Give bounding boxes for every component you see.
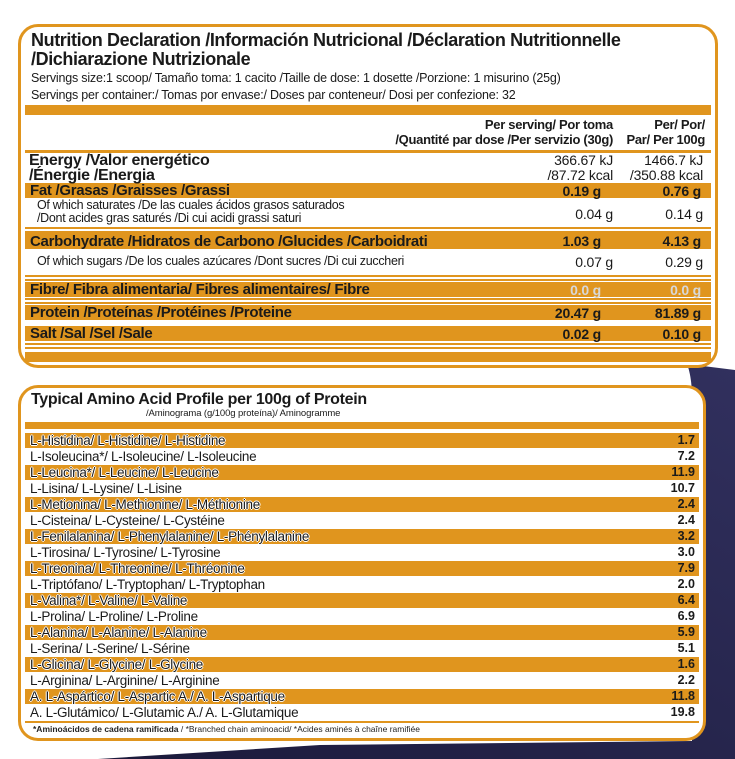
- serving-size-line: Servings size:1 scoop/ Tamaño toma: 1 cacito /Taille de dose: 1 dosette /Porzione: 1 misurino (25g): [31, 71, 561, 85]
- saturates-per-serving: 0.04 g: [575, 206, 613, 222]
- amino-label: L-Isoleucina*/ L-Isoleucine/ L-Isoleucine: [30, 448, 257, 464]
- row-fibre: [25, 282, 711, 297]
- amino-value: 10.7: [670, 481, 695, 496]
- amino-row: [25, 673, 699, 688]
- amino-row: [25, 577, 699, 592]
- amino-row: [25, 641, 699, 656]
- amino-label: L-Valina*/ L-Valine/ L-Valine: [30, 592, 188, 608]
- sugars-per-100g: 0.29 g: [665, 253, 703, 270]
- protein-per-100g: 81.89 g: [654, 304, 701, 321]
- protein-per-serving: 20.47 g: [554, 304, 601, 321]
- amino-row: [25, 593, 699, 608]
- amino-value: 1.7: [677, 433, 695, 448]
- amino-value: 6.4: [677, 593, 695, 608]
- branched-chain-footnote: [33, 725, 703, 734]
- amino-label: L-Triptófano/ L-Tryptophan/ L-Tryptophan: [30, 576, 265, 592]
- amino-value: 11.9: [671, 465, 695, 480]
- amino-row: [25, 497, 699, 512]
- amino-value: 3.2: [677, 529, 695, 544]
- amino-row: [25, 465, 699, 480]
- amino-row: [25, 609, 699, 624]
- carbohydrate-label: Carbohydrate /Hidratos de Carbono /Glucides /Carboidrati: [30, 232, 428, 250]
- amino-value: 2.4: [677, 497, 695, 512]
- panel-title-line2: /Dichiarazione Nutrizionale: [31, 49, 251, 69]
- row-sugars: [21, 250, 715, 273]
- energy-per-serving: 366.67 kJ /87.72 kcal: [547, 151, 613, 183]
- amino-row: [25, 449, 699, 464]
- column-header-per-serving: Per serving/ Por toma /Quantité par dose /Per servizio (30g): [395, 117, 613, 147]
- salt-label: Salt /Sal /Sel /Sale: [30, 325, 153, 342]
- row-fat: [25, 183, 711, 198]
- amino-label: L-Histidina/ L-Histidine/ L-Histidine: [30, 432, 226, 448]
- fibre-per-serving: 0.0 g: [570, 281, 601, 298]
- row-saturates: [21, 199, 715, 224]
- row-carbohydrate: [25, 233, 711, 249]
- nutrition-declaration-panel: [18, 24, 718, 368]
- amino-row: [25, 545, 699, 560]
- carbohydrate-per-serving: 1.03 g: [562, 233, 601, 249]
- separator-line: [25, 343, 711, 349]
- salt-per-serving: 0.02 g: [562, 325, 601, 342]
- amino-value: 11.8: [671, 689, 695, 704]
- divider-bar-top: [25, 105, 711, 115]
- separator-line: [25, 721, 699, 723]
- row-salt: [25, 326, 711, 341]
- sugars-per-serving: 0.07 g: [575, 253, 613, 270]
- amino-row: [25, 625, 699, 640]
- amino-panel-title: Typical Amino Acid Profile per 100g of Protein: [31, 391, 367, 408]
- amino-label: L-Alanina/ L-Alanine/ L-Alanine: [30, 624, 207, 640]
- amino-row: [25, 689, 699, 704]
- servings-per-container-line: Servings per container:/ Tomas por envase:/ Doses par conteneur/ Dosi per confezione: 32: [31, 87, 516, 102]
- amino-value: 6.9: [677, 609, 695, 624]
- carbohydrate-per-100g: 4.13 g: [662, 233, 701, 249]
- amino-label: L-Tirosina/ L-Tyrosine/ L-Tyrosine: [30, 544, 221, 560]
- amino-value: 1.6: [677, 657, 695, 672]
- row-energy: [21, 153, 715, 182]
- amino-value: 19.8: [670, 705, 695, 720]
- amino-value: 2.0: [677, 577, 695, 592]
- column-header-per-100g: Per/ Por/ Par/ Per 100g: [626, 117, 705, 147]
- amino-row: [25, 529, 699, 544]
- amino-label: L-Fenilalanina/ L-Phenylalanine/ L-Phénylalanine: [30, 528, 310, 544]
- fat-per-100g: 0.76 g: [662, 182, 701, 199]
- amino-row: [25, 705, 699, 720]
- amino-label: A. L-Glutámico/ L-Glutamic A./ A. L-Glutamique: [30, 704, 299, 720]
- amino-label: L-Glicina/ L-Glycine/ L-Glycine: [30, 656, 204, 672]
- row-protein: [25, 305, 711, 320]
- amino-label: L-Cisteina/ L-Cysteine/ L-Cystéine: [30, 512, 225, 528]
- footnote-regular-segment: / *Branched chain aminoacid/ *Acides aminés à chaîne ramifiée: [178, 723, 420, 734]
- amino-row: [25, 513, 699, 528]
- amino-row: [25, 657, 699, 672]
- amino-panel-subtitle: /Aminograma (g/100g proteína)/ Aminogramme: [146, 408, 341, 419]
- amino-value: 2.4: [677, 513, 695, 528]
- fibre-label: Fibre/ Fibra alimentaria/ Fibres alimentaires/ Fibre: [30, 281, 370, 298]
- amino-label: L-Lisina/ L-Lysine/ L-Lisine: [30, 480, 182, 496]
- amino-label: L-Serina/ L-Serine/ L-Sérine: [30, 640, 190, 656]
- amino-value: 7.9: [677, 561, 695, 576]
- sugars-label: Of which sugars /De los cuales azúcares /Dont sucres /Di cui zuccheri: [37, 254, 404, 269]
- fat-per-serving: 0.19 g: [562, 182, 601, 199]
- panel-title: [31, 31, 705, 69]
- column-headers: [21, 117, 715, 147]
- energy-label: Energy /Valor energético /Énergie /Energia: [29, 151, 210, 184]
- amino-value: 5.9: [677, 625, 695, 640]
- amino-value: 7.2: [677, 449, 695, 464]
- saturates-label: Of which saturates /De las cuales ácidos grasos saturados /Dont acides gras saturés /Di cui acidi grassi saturi: [37, 198, 345, 225]
- protein-label: Protein /Proteínas /Protéines /Proteine: [30, 304, 292, 321]
- panel-title-line1: Nutrition Declaration /Información Nutricional /Déclaration Nutritionnelle: [31, 30, 621, 50]
- amino-label: L-Arginina/ L-Arginine/ L-Arginine: [30, 672, 220, 688]
- saturates-per-100g: 0.14 g: [665, 206, 703, 222]
- amino-value: 3.0: [677, 545, 695, 560]
- amino-value: 5.1: [677, 641, 695, 656]
- footnote-bold-segment: *Aminoácidos de cadena ramificada: [33, 723, 179, 734]
- salt-per-100g: 0.10 g: [662, 325, 701, 342]
- amino-row: [25, 433, 699, 448]
- amino-row: [25, 481, 699, 496]
- amino-label: L-Metionina/ L-Methionine/ L-Méthionine: [30, 496, 260, 512]
- fibre-per-100g: 0.0 g: [670, 281, 701, 298]
- amino-label: A. L-Aspártico/ L-Aspartic A./ A. L-Aspartique: [30, 688, 285, 704]
- divider-bar: [25, 422, 699, 429]
- amino-label: L-Prolina/ L-Proline/ L-Proline: [30, 608, 198, 624]
- amino-table: [21, 433, 703, 720]
- amino-acid-profile-panel: [18, 385, 706, 741]
- fat-label: Fat /Grasas /Graisses /Grassi: [30, 182, 230, 199]
- amino-row: [25, 561, 699, 576]
- amino-value: 2.2: [677, 673, 695, 688]
- amino-label: L-Treonina/ L-Threonine/ L-Thréonine: [30, 560, 245, 576]
- energy-per-100g: 1466.7 kJ /350.88 kcal: [629, 151, 703, 183]
- divider-bar-bottom: [25, 352, 711, 362]
- amino-label: L-Leucina*/ L-Leucine/ L-Leucine: [30, 464, 219, 480]
